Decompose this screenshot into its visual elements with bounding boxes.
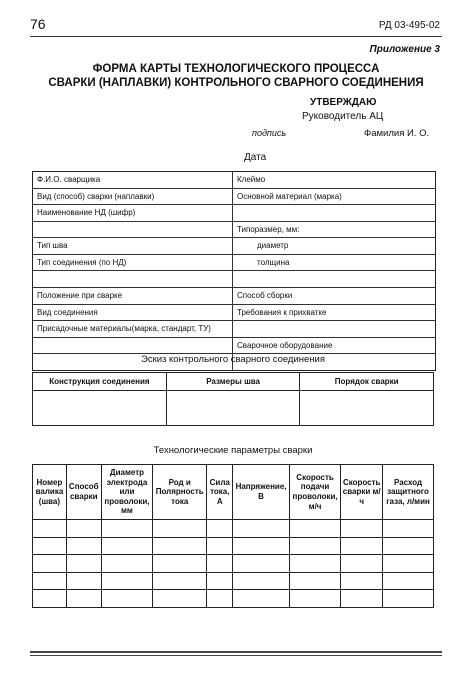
table-cell [101,572,153,590]
approval-label: УТВЕРЖДАЮ [310,97,377,108]
form-field-label: Тип соединения (по НД) [33,255,233,271]
document-code: РД 03-495-02 [378,20,440,31]
table-cell [207,590,233,608]
header-rule [30,36,442,37]
table-row [33,572,434,590]
table-cell [289,537,341,555]
table-row [33,520,434,538]
form-field-label: Типоразмер, мм: [237,224,300,234]
form-row [33,321,435,338]
form-field-label [33,222,233,238]
table-cell [233,537,289,555]
form-field-label: Наименование НД (шифр) [33,205,233,221]
table-cell [233,520,289,538]
form-field-label: диаметр [257,241,289,251]
form-title-line-1: ФОРМА КАРТЫ ТЕХНОЛОГИЧЕСКОГО ПРОЦЕССА [92,63,380,75]
column-header: Размеры шва [166,373,300,391]
table-cell [33,555,67,573]
table-cell [289,572,341,590]
table-cell [66,537,101,555]
appendix-label: Приложение 3 [369,44,440,55]
table-cell [33,391,167,426]
table-cell [33,520,67,538]
form-field-label: Ф.И.О. сварщика [33,172,233,188]
table-cell [153,520,207,538]
table-cell [383,555,434,573]
form-row [33,305,435,322]
form-field-label: Присадочные материалы(марка, стандарт, ТУ) [33,321,233,337]
form-row [33,205,435,222]
form-row [33,222,435,239]
table-cell [101,590,153,608]
form-field-label: Положение при сварке [33,288,233,304]
form-row [33,172,435,189]
table-cell [66,590,101,608]
form-field-label: Требования к прихватке [237,307,327,317]
table-cell [33,537,67,555]
table-cell [66,572,101,590]
sketch-table [32,372,434,426]
table-cell [383,590,434,608]
form-row [33,189,435,206]
table-cell [289,555,341,573]
table-cell [207,555,233,573]
approver-title: Руководитель АЦ [302,111,384,122]
table-cell [33,590,67,608]
table-cell [233,590,289,608]
form-field-label [33,271,233,287]
table-cell [166,391,300,426]
table-cell [207,572,233,590]
page-number: 76 [30,16,46,32]
form-field-label [233,205,435,221]
form-field-label: Вид (способ) сварки (наплавки) [33,189,233,205]
table-cell [383,520,434,538]
form-field-label: Тип шва [33,238,233,254]
table-cell [101,537,153,555]
column-header: Способ сварки [66,465,101,520]
table-cell [233,555,289,573]
column-header: Род и Полярность тока [153,465,207,520]
table-cell [153,555,207,573]
column-header: Конструкция соединения [33,373,167,391]
form-field-label [233,271,435,287]
column-header: Порядок сварки [300,373,434,391]
approver-name-label: Фамилия И. О. [364,128,430,139]
table-cell [341,555,383,573]
column-header: Напряжение, В [233,465,289,520]
table-cell [153,572,207,590]
form-row [33,338,435,355]
column-header: Номер валика (шва) [33,465,67,520]
table-cell [383,537,434,555]
date-label: Дата [244,152,267,163]
table-cell [341,537,383,555]
table-row [33,590,434,608]
table-cell [66,520,101,538]
table-cell [341,572,383,590]
table-cell [383,572,434,590]
form-row [33,238,435,255]
column-header: Диаметр электрода или проволоки, мм [101,465,153,520]
form-row [33,255,435,272]
form-field-label: Способ сборки [237,291,293,301]
table-cell [66,555,101,573]
form-field-label: Клеймо [237,175,266,184]
table-cell [289,520,341,538]
form-field-label [233,321,435,337]
welding-params-table [32,464,434,608]
sketch-section-title: Эскиз контрольного сварного соединения [141,354,325,365]
table-cell [101,555,153,573]
table-cell [207,537,233,555]
form-field-label: толщина [257,257,290,267]
table-cell [341,590,383,608]
column-header: Расход защитного газа, л/мин [383,465,434,520]
form-field-label: Основной материал (марка) [237,191,342,201]
form-field-label [33,338,233,354]
table-cell [101,520,153,538]
table-cell [207,520,233,538]
form-row [33,271,435,288]
table-cell [289,590,341,608]
table-cell [233,572,289,590]
column-header: Скорость сварки м/ч [341,465,383,520]
table-row [33,537,434,555]
table-cell [341,520,383,538]
form-title-line-2: СВАРКИ (НАПЛАВКИ) КОНТРОЛЬНОГО СВАРНОГО СОЕДИНЕНИЯ [48,77,424,89]
table-cell [33,572,67,590]
table-cell [300,391,434,426]
footer-rule [30,651,442,653]
welder-info-table [32,171,436,371]
params-section-title: Технологические параметры сварки [153,445,313,456]
column-header: Скорость подачи проволоки, м/ч [289,465,341,520]
table-cell [153,537,207,555]
form-field-label: Вид соединения [33,305,233,321]
form-field-label: Сварочное оборудование [237,340,333,350]
table-cell [153,590,207,608]
form-row [33,288,435,305]
signature-label: подпись [252,128,287,138]
footer-rule [30,655,442,656]
column-header: Сила тока, А [207,465,233,520]
table-row [33,555,434,573]
